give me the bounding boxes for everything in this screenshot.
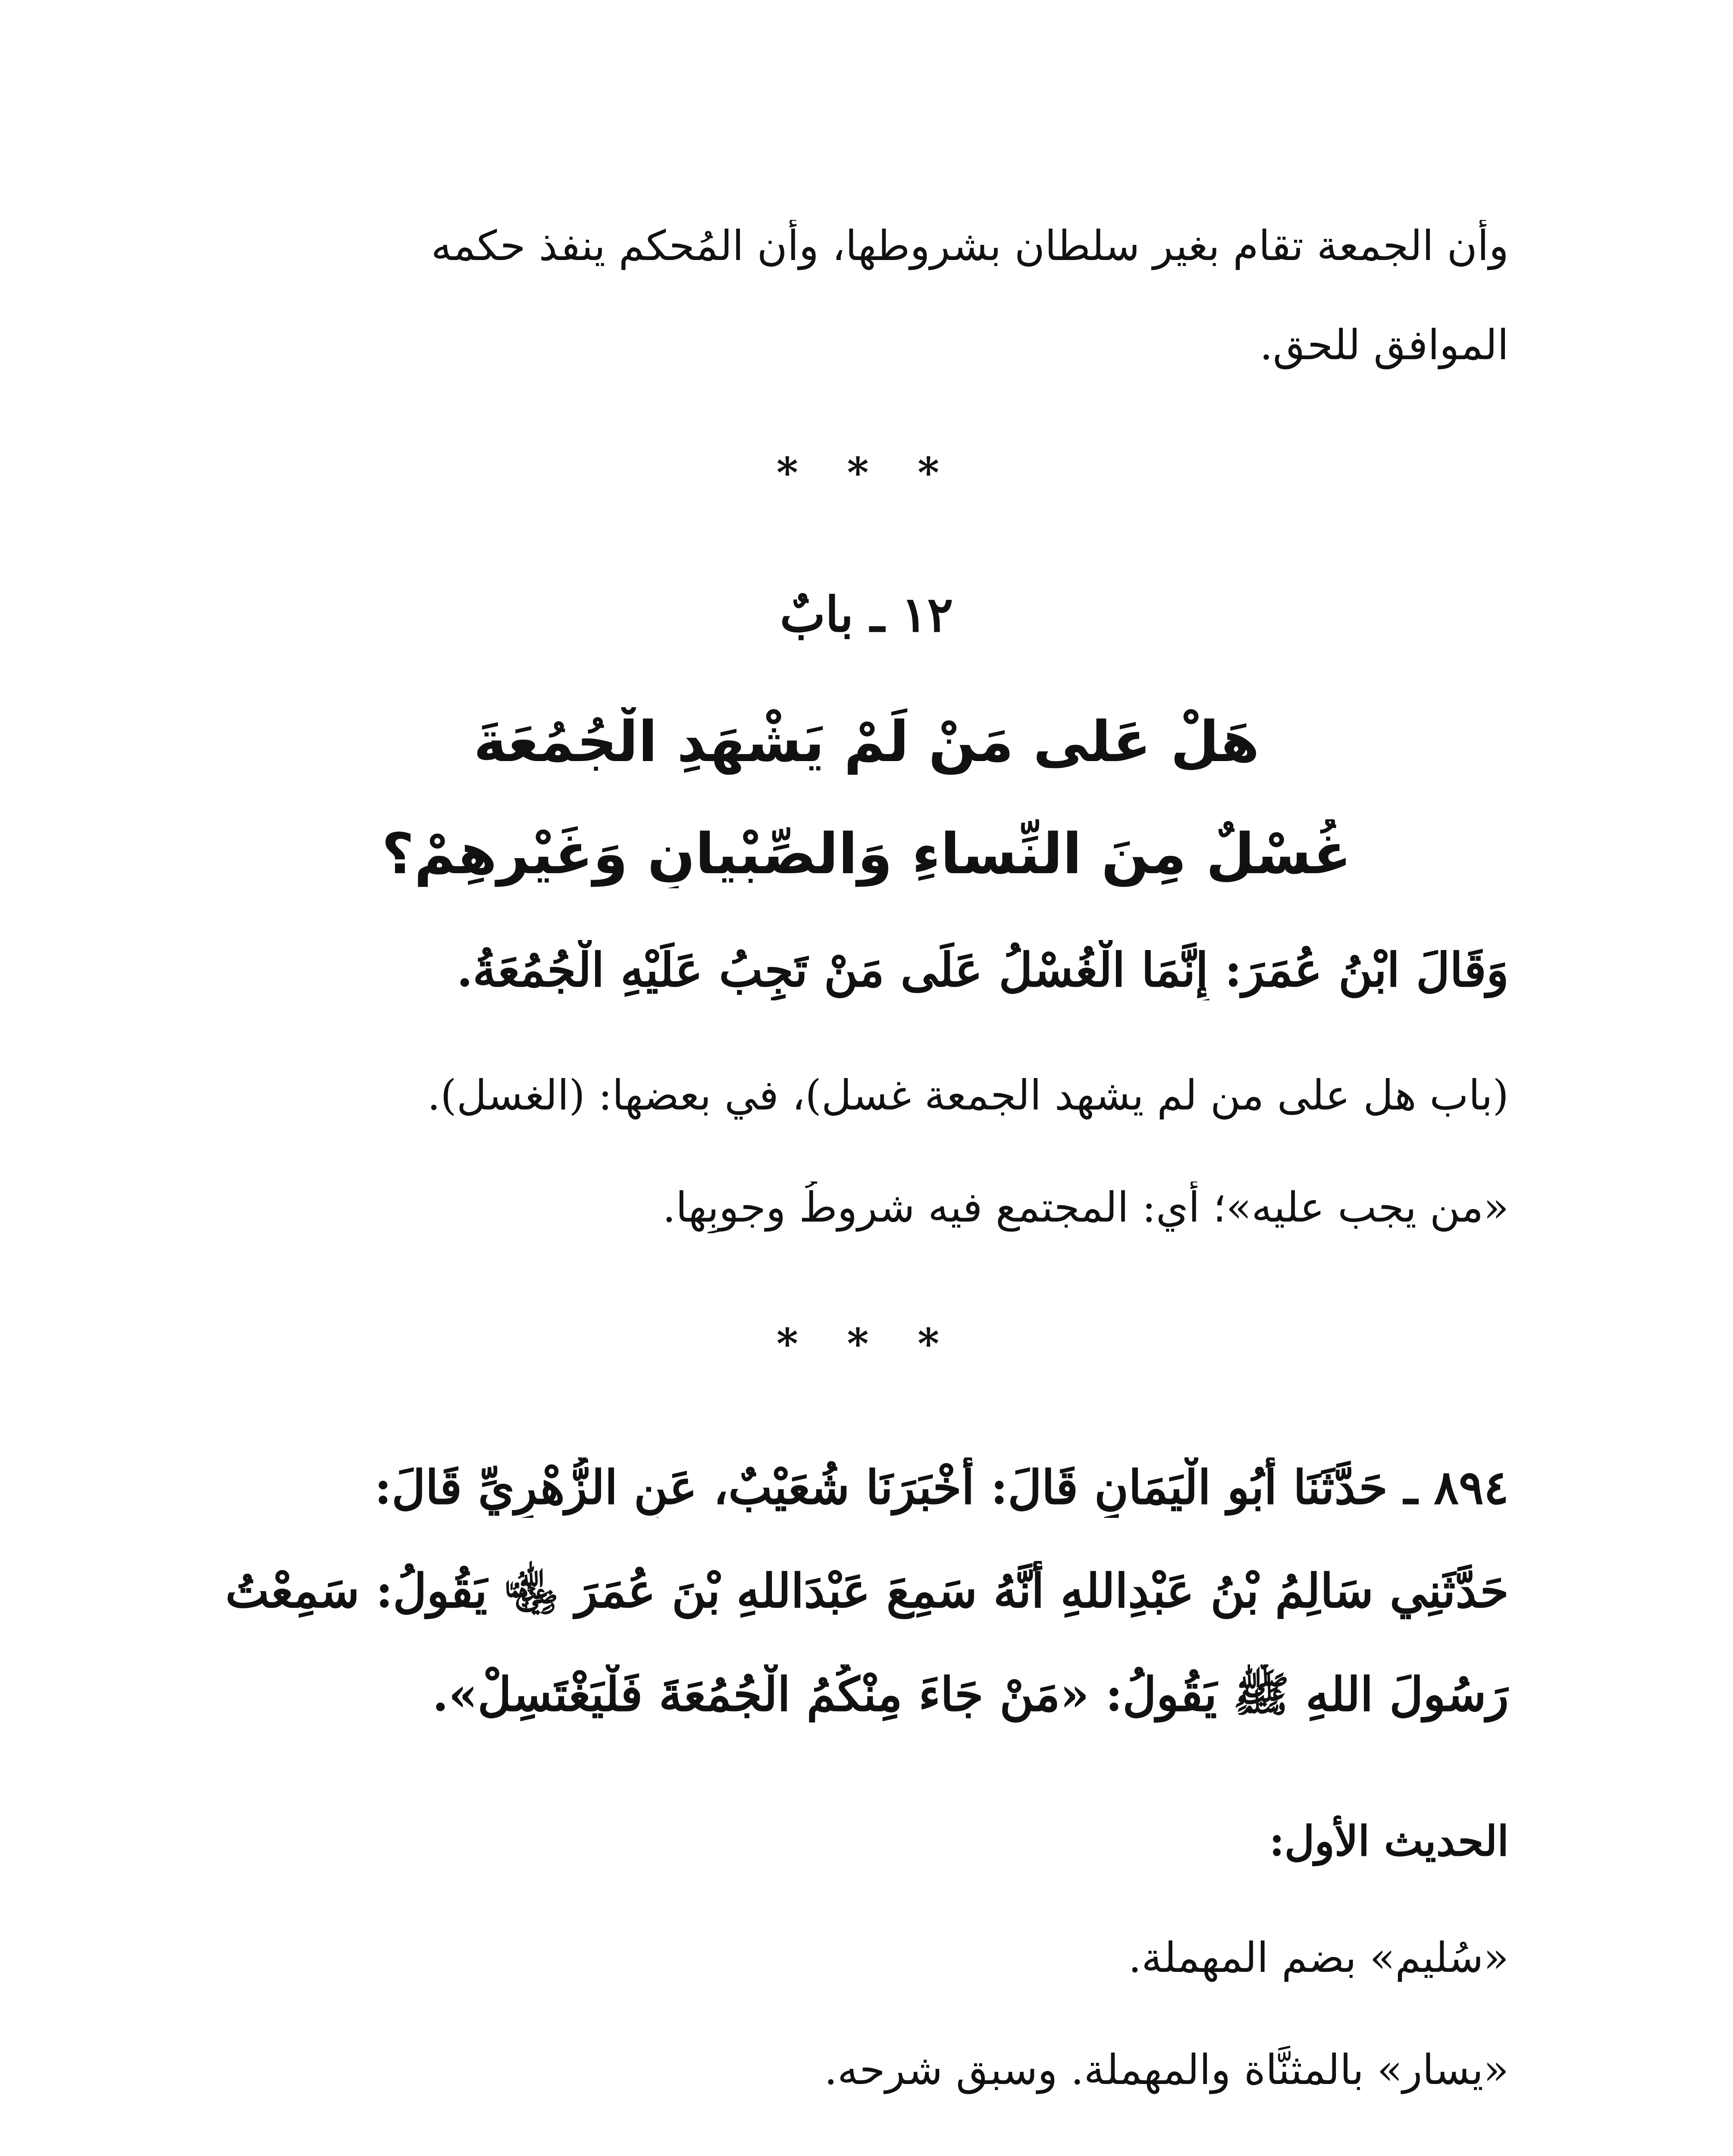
hadith-line-2: حَدَّثَنِي سَالِمُ بْنُ عَبْدِاللهِ أَنَّهُ سَمِعَ عَبْدَاللهِ بْنَ عُمَرَ ﵄ يَقُولُ: سَمِعْتُ [225, 1564, 1509, 1618]
commentary-line-1: «سُليم» بضم المهملة. [1128, 1934, 1509, 1982]
hadith-line-1: ٨٩٤ ـ حَدَّثَنَا أَبُو الْيَمَانِ قَالَ: أَخْبَرَنَا شُعَيْبٌ، عَنِ الزُّهْرِيِّ قَالَ: [374, 1460, 1509, 1515]
commentary-line-2: «يسار» بالمثنَّاة والمهملة. وسبق شرحه. [824, 2046, 1509, 2094]
section-separator: * * * [776, 448, 957, 497]
chapter-title-line-1: هَلْ عَلى مَنْ لَمْ يَشْهَدِ الْجُمُعَةَ [473, 709, 1260, 774]
chapter-quote: وَقَالَ ابْنُ عُمَرَ: إِنَّمَا الْغُسْلُ عَلَى مَنْ تَجِبُ عَلَيْهِ الْجُمُعَةُ. [456, 943, 1509, 997]
hadith-line-3: رَسُولَ اللهِ ﷺ يَقُولُ: «مَنْ جَاءَ مِنْكُمُ الْجُمُعَةَ فَلْيَغْتَسِلْ». [432, 1667, 1509, 1722]
chapter-note-1: (باب هل على من لم يشهد الجمعة غسل)، في بعضها: (الغسل). [427, 1071, 1509, 1119]
chapter-number: ١٢ ـ بابٌ [780, 586, 953, 643]
section-separator: * * * [776, 1319, 957, 1368]
chapter-title-line-2: غُسْلٌ مِنَ النِّساءِ وَالصِّبْيانِ وَغَيْرِهِمْ؟ [382, 821, 1351, 887]
intro-line-1: وأن الجمعة تقام بغير سلطان بشروطها، وأن المُحكم ينفذ حكمه [431, 222, 1509, 270]
commentary-heading: الحديث الأول: [1269, 1817, 1509, 1865]
intro-line-2: الموافق للحق. [1260, 321, 1509, 369]
chapter-note-2: «من يجب عليه»؛ أي: المجتمع فيه شروطُ وجوبِها. [662, 1183, 1509, 1232]
